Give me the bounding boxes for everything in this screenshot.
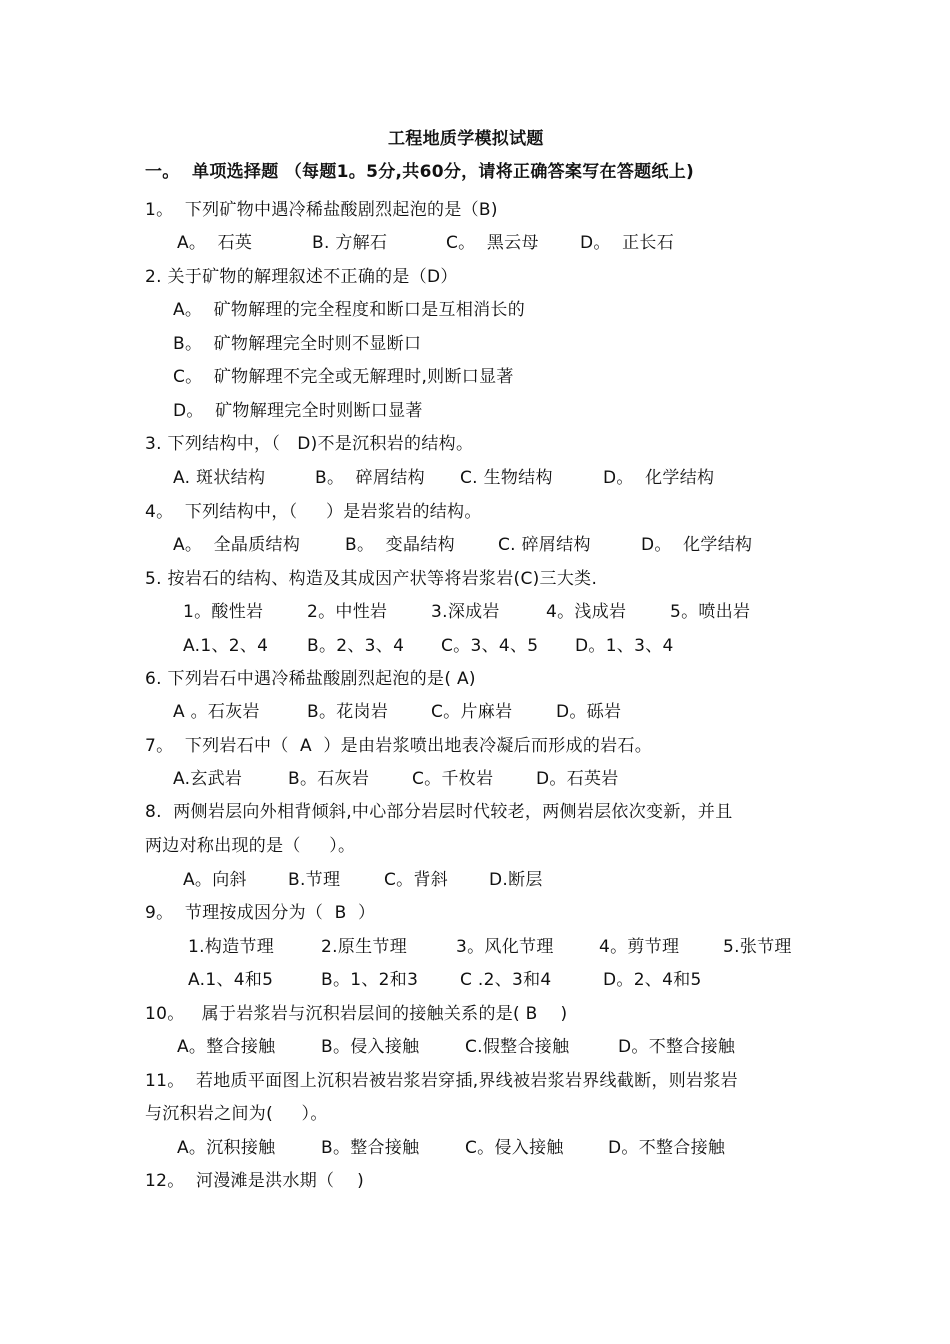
- question-4-option-d: D。 化学结构: [641, 535, 753, 555]
- question-9-item-4: 4。剪节理: [599, 937, 680, 957]
- question-2-option-a: A。 矿物解理的完全程度和断口是互相消长的: [173, 300, 526, 320]
- question-9-item-1: 1.构造节理: [188, 937, 275, 957]
- question-7-option-a: A.玄武岩: [173, 769, 243, 789]
- question-11-stem-line-1: 11。 若地质平面图上沉积岩被岩浆岩穿插,界线被岩浆岩界线截断，则岩浆岩: [145, 1071, 738, 1091]
- question-7-option-d: D。石英岩: [536, 769, 619, 789]
- question-2-option-d: D。 矿物解理完全时则断口显著: [173, 401, 423, 421]
- question-11-option-b: B。整合接触: [321, 1138, 420, 1158]
- question-2-option-b: B。 矿物解理完全时则不显断口: [173, 334, 422, 354]
- question-5-option-c: C。3、4、5: [441, 636, 539, 656]
- question-8-option-b: B.节理: [288, 870, 341, 890]
- question-12-stem: 12。 河漫滩是洪水期（ ): [145, 1171, 365, 1191]
- question-8-stem-line-2: 两边对称出现的是（ ）。: [145, 836, 356, 856]
- question-4-option-c: C. 碎屑结构: [498, 535, 591, 555]
- question-2-stem: 2. 关于矿物的解理叙述不正确的是（D）: [145, 267, 458, 287]
- question-8-option-c: C。背斜: [384, 870, 449, 890]
- question-3-option-a: A. 斑状结构: [173, 468, 266, 488]
- question-11-option-a: A。沉积接触: [177, 1138, 276, 1158]
- question-10-stem: 10。 属于岩浆岩与沉积岩层间的接触关系的是( B ): [145, 1004, 568, 1024]
- page-title: 工程地质学模拟试题: [388, 129, 544, 149]
- section-heading: 一。 单项选择题 （每题1。5分,共60分，请将正确答案写在答题纸上): [145, 162, 695, 182]
- question-9-option-a: A.1、4和5: [188, 970, 274, 990]
- question-11-stem-line-2: 与沉积岩之间为( ）。: [145, 1104, 328, 1124]
- question-8-stem-line-1: 8. 两侧岩层向外相背倾斜,中心部分岩层时代较老，两侧岩层依次变新，并且: [145, 802, 733, 822]
- question-6-option-b: B。花岗岩: [307, 702, 389, 722]
- question-7-option-b: B。石灰岩: [288, 769, 370, 789]
- question-11-option-c: C。侵入接触: [465, 1138, 564, 1158]
- question-4-stem: 4。 下列结构中，（ ）是岩浆岩的结构。: [145, 502, 482, 522]
- question-3-option-d: D。 化学结构: [603, 468, 715, 488]
- question-4-option-a: A。 全晶质结构: [173, 535, 301, 555]
- question-9-item-5: 5.张节理: [723, 937, 792, 957]
- question-5-option-b: B。2、3、4: [307, 636, 405, 656]
- question-8-option-a: A。向斜: [183, 870, 247, 890]
- question-6-option-d: D。砾岩: [556, 702, 622, 722]
- question-3-option-c: C. 生物结构: [460, 468, 553, 488]
- question-2-option-c: C。 矿物解理不完全或无解理时,则断口显著: [173, 367, 514, 387]
- question-5-item-1: 1。酸性岩: [183, 602, 264, 622]
- question-7-stem: 7。 下列岩石中（ A ）是由岩浆喷出地表冷凝后而形成的岩石。: [145, 736, 653, 756]
- question-11-option-d: D。不整合接触: [608, 1138, 726, 1158]
- question-5-option-d: D。1、3、4: [575, 636, 674, 656]
- question-1-option-b: B. 方解石: [312, 233, 388, 253]
- question-9-option-b: B。1、2和3: [321, 970, 419, 990]
- question-9-option-c: C .2、3和4: [460, 970, 552, 990]
- question-5-item-5: 5。喷出岩: [670, 602, 751, 622]
- question-6-option-a: A 。石灰岩: [173, 702, 260, 722]
- question-9-option-d: D。2、4和5: [603, 970, 702, 990]
- question-6-stem: 6. 下列岩石中遇冷稀盐酸剧烈起泡的是( A): [145, 669, 476, 689]
- question-5-stem: 5. 按岩石的结构、构造及其成因产状等将岩浆岩(C)三大类.: [145, 569, 598, 589]
- question-6-option-c: C。片麻岩: [431, 702, 513, 722]
- question-5-option-a: A.1、2、4: [183, 636, 269, 656]
- question-5-item-2: 2。中性岩: [307, 602, 388, 622]
- question-3-stem: 3. 下列结构中，（ D)不是沉积岩的结构。: [145, 434, 474, 454]
- question-9-stem: 9。 节理按成因分为（ B ）: [145, 903, 376, 923]
- question-1-option-a: A。 石英: [177, 233, 253, 253]
- question-1-option-d: D。 正长石: [580, 233, 674, 253]
- question-3-option-b: B。 碎屑结构: [315, 468, 425, 488]
- question-10-option-d: D。不整合接触: [618, 1037, 736, 1057]
- question-4-option-b: B。 变晶结构: [345, 535, 455, 555]
- question-10-option-c: C.假整合接触: [465, 1037, 570, 1057]
- question-10-option-a: A。整合接触: [177, 1037, 276, 1057]
- question-5-item-3: 3.深成岩: [431, 602, 500, 622]
- question-8-option-d: D.断层: [489, 870, 543, 890]
- question-9-item-3: 3。风化节理: [456, 937, 554, 957]
- question-7-option-c: C。千枚岩: [412, 769, 494, 789]
- question-9-item-2: 2.原生节理: [321, 937, 408, 957]
- question-10-option-b: B。侵入接触: [321, 1037, 420, 1057]
- question-1-option-c: C。 黑云母: [446, 233, 539, 253]
- question-1-stem: 1。 下列矿物中遇冷稀盐酸剧烈起泡的是（B): [145, 200, 498, 220]
- question-5-item-4: 4。浅成岩: [546, 602, 627, 622]
